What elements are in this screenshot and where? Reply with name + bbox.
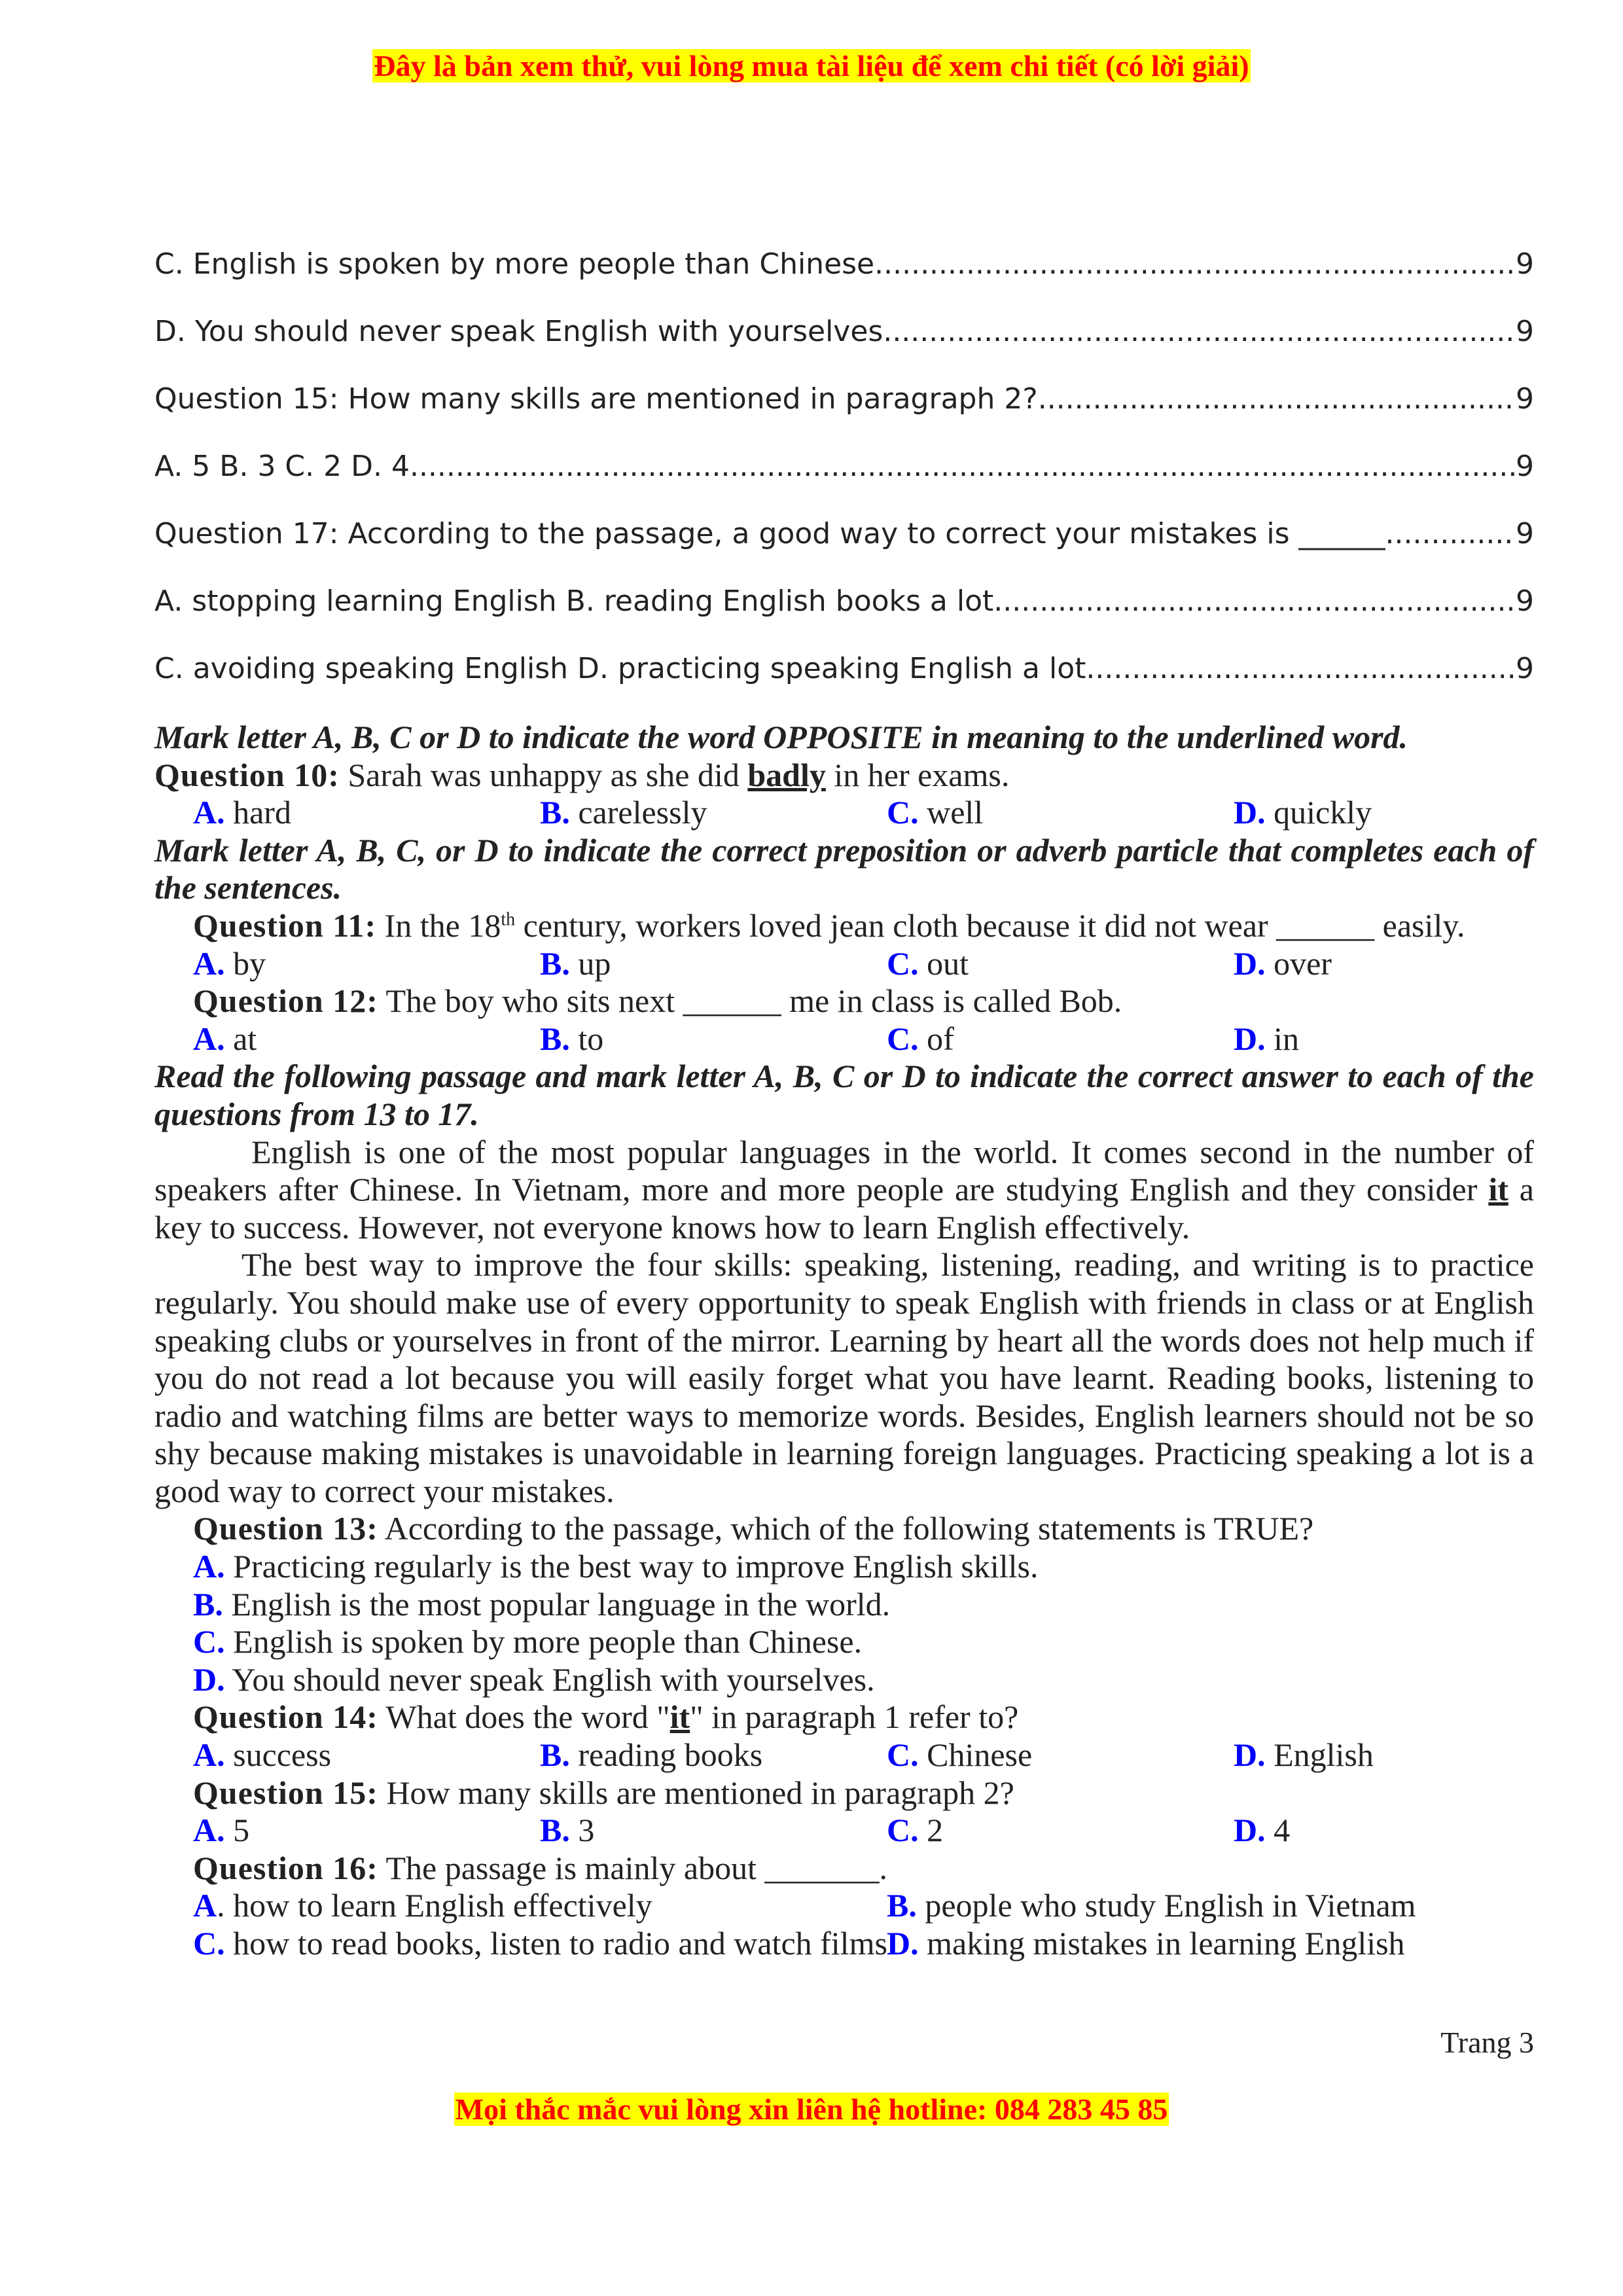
- option-letter: A: [193, 1887, 217, 1924]
- answer-option[interactable]: [193, 1812, 540, 1850]
- option-text: English: [1265, 1736, 1374, 1774]
- exercise-content: [154, 719, 1534, 1963]
- option-letter: C.: [887, 794, 919, 831]
- option-letter: D.: [1234, 794, 1266, 831]
- question-12: [154, 982, 1534, 1020]
- option-letter: B.: [193, 1585, 223, 1623]
- answer-option[interactable]: [193, 945, 540, 983]
- option-text: English is spoken by more people than Chinese.: [224, 1623, 863, 1660]
- question-label: Question 14:: [193, 1698, 378, 1736]
- toc-leader-dots: [892, 315, 1516, 348]
- question-text: Sarah was unhappy as she did: [339, 756, 748, 793]
- answer-option[interactable]: [193, 1020, 540, 1058]
- passage-paragraph-2: The best way to improve the four skills: speaking, listening, reading, and writing is to practice regularly. You should make use of every opportunity to speak English with friends in class or at English speaking clubs or yourselves in front of the mirror. Learning by heart all the words does not help much if you do not read a lot because you will easily forget what you have learnt. Reading books, listening to radio and watching films are better ways to memorize words. Besides, English learners should not be so shy because making mistakes is unavoidable in learning foreign languages. Practicing speaking a lot is a good way to correct your mistakes.: [154, 1246, 1534, 1509]
- toc-leader-dots: [1038, 382, 1516, 416]
- option-letter: A.: [193, 794, 225, 831]
- question-text: According to the passage, which of the following statements is TRUE?: [378, 1510, 1314, 1547]
- toc-entry[interactable]: [154, 382, 1534, 450]
- option-text: English is the most popular language in the world.: [223, 1585, 891, 1623]
- underlined-word: it: [1488, 1171, 1508, 1208]
- table-of-contents: [154, 247, 1534, 719]
- toc-entry-text: C. English is spoken by more people than Chinese.: [154, 247, 884, 281]
- answer-option[interactable]: [887, 1736, 1234, 1774]
- option-letter: B.: [540, 794, 570, 831]
- option-text: 4: [1265, 1812, 1291, 1849]
- question-text: century, workers loved jean cloth because it did not wear ______ easily.: [515, 906, 1465, 944]
- section-instruction-opposite: Mark letter A, B, C or D to indicate the word OPPOSITE in meaning to the underlined word.: [154, 719, 1408, 755]
- paragraph-text: English is one of the most popular languages in the world. It comes second in the number of speakers after Chinese. In Vietnam, more and more people are studying English and they consider: [154, 1133, 1534, 1208]
- question-15: [154, 1774, 1534, 1812]
- question-16-options-row-2: [154, 1925, 1534, 1963]
- passage-paragraph-1: [154, 1134, 1534, 1247]
- option-text: You should never speak English with yourselves.: [224, 1660, 875, 1698]
- question-10: [154, 757, 1534, 795]
- toc-entry[interactable]: [154, 450, 1534, 517]
- answer-option[interactable]: [540, 1812, 887, 1850]
- option-text: how to read books, listen to radio and watch films: [224, 1925, 887, 1962]
- answer-option[interactable]: [1234, 945, 1580, 983]
- option-text: at: [224, 1020, 257, 1057]
- question-11: [154, 907, 1534, 945]
- question-text: In the 18: [376, 906, 501, 944]
- question-11-options: [154, 945, 1534, 983]
- option-text: 5: [224, 1812, 250, 1849]
- option-text: 2: [918, 1812, 944, 1849]
- question-text: The boy who sits next ______ me in class is called Bob.: [378, 982, 1122, 1020]
- toc-entry[interactable]: [154, 315, 1534, 382]
- toc-entry[interactable]: [154, 584, 1534, 652]
- question-text: " in paragraph 1 refer to?: [690, 1698, 1019, 1736]
- toc-leader-dots: [410, 450, 1516, 483]
- question-label: Question 11:: [193, 906, 377, 944]
- question-16: [154, 1850, 1534, 1888]
- question-text: How many skills are mentioned in paragraph 2?: [378, 1774, 1014, 1811]
- question-15-options: [154, 1812, 1534, 1850]
- option-letter: B.: [540, 1812, 570, 1849]
- answer-option[interactable]: [887, 1887, 1580, 1925]
- option-text: carelessly: [569, 794, 707, 831]
- option-text: success: [224, 1736, 332, 1774]
- question-label: Question 10:: [154, 756, 340, 793]
- option-letter: D.: [1234, 1736, 1266, 1774]
- answer-option[interactable]: [887, 1020, 1234, 1058]
- option-text: quickly: [1265, 794, 1372, 831]
- toc-entry-page: 9: [1516, 584, 1534, 618]
- toc-entry[interactable]: [154, 652, 1534, 719]
- option-text: Practicing regularly is the best way to improve English skills.: [224, 1548, 1039, 1585]
- question-14: [154, 1698, 1534, 1736]
- answer-option[interactable]: [887, 794, 1234, 832]
- hotline-banner: [0, 2092, 1623, 2126]
- option-text: to: [569, 1020, 604, 1057]
- toc-leader-dots: [1395, 517, 1516, 550]
- answer-option[interactable]: [540, 1020, 887, 1058]
- option-text: up: [569, 944, 611, 982]
- preview-banner-text: Đây là bản xem thử, vui lòng mua tài liệu để xem chi tiết (có lời giải): [374, 49, 1249, 82]
- answer-option[interactable]: [193, 1736, 540, 1774]
- option-letter: B.: [887, 1887, 917, 1924]
- option-letter: D.: [1234, 944, 1266, 982]
- answer-option[interactable]: [1234, 794, 1580, 832]
- question-label: Question 12:: [193, 982, 378, 1020]
- option-letter: B.: [540, 944, 570, 982]
- option-letter: C.: [887, 1736, 919, 1774]
- answer-option[interactable]: [1234, 1736, 1580, 1774]
- section-instruction-preposition: Mark letter A, B, C, or D to indicate the correct preposition or adverb particle that completes each of the sentences.: [154, 831, 1534, 906]
- answer-option[interactable]: [887, 1812, 1234, 1850]
- answer-option[interactable]: [154, 1548, 1534, 1586]
- superscript: th: [501, 909, 516, 930]
- question-label: Question 15:: [193, 1774, 378, 1811]
- option-text: over: [1265, 944, 1332, 982]
- option-letter: C.: [193, 1623, 225, 1660]
- answer-option[interactable]: [154, 1586, 1534, 1624]
- toc-entry-page: 9: [1516, 450, 1534, 483]
- option-letter: D.: [1234, 1020, 1266, 1057]
- option-letter: A.: [193, 1812, 225, 1849]
- option-text: of: [918, 1020, 954, 1057]
- page-number: Trang 3: [1440, 2026, 1534, 2059]
- section-instruction-reading: Read the following passage and mark letter A, B, C or D to indicate the correct answer to each of the questions from 13 to 17.: [154, 1058, 1534, 1132]
- option-letter: D.: [1234, 1812, 1266, 1849]
- option-letter: D.: [887, 1925, 919, 1962]
- answer-option[interactable]: [540, 1736, 887, 1774]
- toc-entry-page: 9: [1516, 517, 1534, 550]
- preview-banner: [0, 48, 1623, 83]
- option-letter: A.: [193, 1736, 225, 1774]
- answer-option[interactable]: [540, 945, 887, 983]
- option-text: out: [918, 944, 969, 982]
- option-letter: C.: [193, 1925, 225, 1962]
- question-13: [154, 1510, 1534, 1548]
- option-letter: B.: [540, 1736, 570, 1774]
- option-text: Chinese: [918, 1736, 1033, 1774]
- hotline-banner-text: Mọi thắc mắc vui lòng xin liên hệ hotline: 084 283 45 85: [455, 2092, 1168, 2126]
- underlined-word: badly: [747, 756, 826, 793]
- question-12-options: [154, 1020, 1534, 1058]
- answer-option[interactable]: [193, 1925, 887, 1963]
- toc-entry-page: 9: [1516, 315, 1534, 348]
- toc-entry[interactable]: [154, 517, 1534, 584]
- option-text: by: [224, 944, 266, 982]
- option-letter: B.: [540, 1020, 570, 1057]
- toc-leader-dots: [883, 247, 1516, 281]
- answer-option[interactable]: [887, 945, 1234, 983]
- option-letter: C.: [887, 1812, 919, 1849]
- toc-entry-text: C. avoiding speaking English D. practicing speaking English a lot: [154, 652, 1086, 685]
- toc-entry-text: A. 5 B. 3 C. 2 D. 4: [154, 450, 410, 483]
- answer-option[interactable]: [1234, 1812, 1580, 1850]
- answer-option[interactable]: [193, 1887, 887, 1925]
- toc-entry-page: 9: [1516, 247, 1534, 281]
- question-text: What does the word ": [378, 1698, 670, 1736]
- toc-entry-text: Question 15: How many skills are mentioned in paragraph 2?: [154, 382, 1038, 416]
- answer-option[interactable]: [154, 1661, 1534, 1699]
- question-label: Question 16:: [193, 1849, 378, 1886]
- question-text: in her exams.: [825, 756, 1010, 793]
- answer-option[interactable]: [1234, 1020, 1580, 1058]
- underlined-word: it: [669, 1698, 690, 1736]
- question-label: Question 13:: [193, 1510, 378, 1547]
- option-text: making mistakes in learning English: [918, 1925, 1405, 1962]
- option-letter: C.: [887, 944, 919, 982]
- question-14-options: [154, 1736, 1534, 1774]
- toc-entry-page: 9: [1516, 382, 1534, 416]
- toc-entry-page: 9: [1516, 652, 1534, 685]
- answer-option[interactable]: [193, 794, 540, 832]
- option-text: hard: [224, 794, 291, 831]
- option-letter: A.: [193, 1548, 225, 1585]
- toc-leader-dots: [993, 584, 1516, 618]
- option-text: . how to learn English effectively: [217, 1887, 652, 1924]
- answer-option[interactable]: [154, 1623, 1534, 1661]
- toc-entry-text: D. You should never speak English with yourselves.: [154, 315, 893, 348]
- toc-entry-text: Question 17: According to the passage, a good way to correct your mistakes is ______.: [154, 517, 1395, 550]
- option-letter: A.: [193, 944, 225, 982]
- toc-entry-text: A. stopping learning English B. reading English books a lot: [154, 584, 994, 618]
- question-text: The passage is mainly about _______.: [378, 1849, 887, 1886]
- paragraph-text: a key to success. However, not everyone knows how to learn English effectively.: [154, 1171, 1534, 1246]
- option-text: reading books: [569, 1736, 763, 1774]
- option-letter: A.: [193, 1020, 225, 1057]
- toc-entry[interactable]: [154, 247, 1534, 315]
- option-letter: C.: [887, 1020, 919, 1057]
- option-text: well: [918, 794, 984, 831]
- answer-option[interactable]: [887, 1925, 1580, 1963]
- question-16-options-row-1: [154, 1887, 1534, 1925]
- question-10-options: [154, 794, 1534, 832]
- option-text: in: [1265, 1020, 1300, 1057]
- toc-leader-dots: [1086, 652, 1516, 685]
- option-letter: D.: [193, 1660, 225, 1698]
- option-text: people who study English in Vietnam: [916, 1887, 1416, 1924]
- answer-option[interactable]: [540, 794, 887, 832]
- option-text: 3: [569, 1812, 595, 1849]
